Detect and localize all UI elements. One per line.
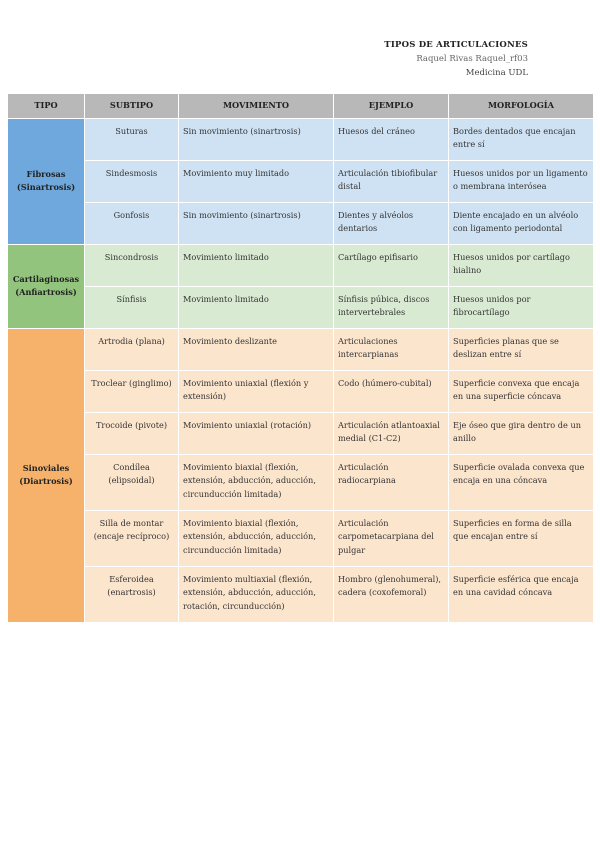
movimiento-cell: Movimiento uniaxial (rotación) — [179, 412, 334, 454]
column-header-tipo: TIPO — [8, 94, 85, 119]
movimiento-cell: Movimiento uniaxial (flexión y extensión) — [179, 370, 334, 412]
morfologia-cell: Superficies planas que se deslizan entre sí — [449, 328, 594, 370]
ejemplo-cell: Articulación atlantoaxial medial (C1-C2) — [334, 412, 449, 454]
ejemplo-cell: Articulaciones intercarpianas — [334, 328, 449, 370]
ejemplo-cell: Articulación carpometacarpiana del pulgar — [334, 510, 449, 566]
subtipo-cell: Troclear (ginglimo) — [85, 370, 179, 412]
table-row — [8, 510, 594, 566]
movimiento-cell: Movimiento multiaxial (flexión, extensión, abducción, aducción, rotación, circunducción) — [179, 566, 334, 622]
movimiento-cell: Movimiento biaxial (flexión, extensión, abducción, aducción, circunducción limitada) — [179, 454, 334, 510]
table-row — [8, 244, 594, 286]
document-author: Raquel Rivas Raquel_rf03 — [416, 54, 528, 64]
movimiento-cell: Sin movimiento (sinartrosis) — [179, 202, 334, 244]
ejemplo-cell: Huesos del cráneo — [334, 118, 449, 160]
subtipo-cell: Artrodia (plana) — [85, 328, 179, 370]
table-row — [8, 328, 594, 370]
tipo-cell-sinoviales — [8, 328, 85, 622]
subtipo-cell: Sincondrosis — [85, 244, 179, 286]
morfologia-cell: Bordes dentados que encajan entre sí — [449, 118, 594, 160]
ejemplo-cell: Hombro (glenohumeral), cadera (coxofemoral) — [334, 566, 449, 622]
tipo-label: Sinoviales — [22, 462, 70, 473]
tipo-sublabel: (Diartrosis) — [19, 476, 73, 486]
morfologia-cell: Huesos unidos por cartílago hialino — [449, 244, 594, 286]
subtipo-cell: Gonfosis — [85, 202, 179, 244]
morfologia-cell: Superficie ovalada convexa que encaja en una cóncava — [449, 454, 594, 510]
document-header — [384, 38, 528, 80]
movimiento-cell: Movimiento deslizante — [179, 328, 334, 370]
movimiento-cell: Movimiento limitado — [179, 286, 334, 328]
movimiento-cell: Movimiento biaxial (flexión, extensión, abducción, aducción, circunducción limitada) — [179, 510, 334, 566]
ejemplo-cell: Cartílago epifisario — [334, 244, 449, 286]
subtipo-cell: Trocoide (pivote) — [85, 412, 179, 454]
movimiento-cell: Sin movimiento (sinartrosis) — [179, 118, 334, 160]
document-institution: Medicina UDL — [465, 68, 528, 78]
morfologia-cell: Superficie esférica que encaja en una cavidad cóncava — [449, 566, 594, 622]
ejemplo-cell: Codo (húmero-cubital) — [334, 370, 449, 412]
movimiento-cell: Movimiento muy limitado — [179, 160, 334, 202]
table-row — [8, 202, 594, 244]
subtipo-cell: Condílea (elipsoidal) — [85, 454, 179, 510]
table-row — [8, 566, 594, 622]
movimiento-cell: Movimiento limitado — [179, 244, 334, 286]
morfologia-cell: Superficies en forma de silla que encajan entre sí — [449, 510, 594, 566]
table-row — [8, 454, 594, 510]
column-header-subtipo: SUBTIPO — [85, 94, 179, 119]
tipo-sublabel: (Sinartrosis) — [16, 182, 76, 192]
tipo-label: Cartilaginosas — [12, 273, 80, 284]
tipo-cell-cartilaginosas — [8, 244, 85, 328]
tipo-sublabel: (Anfiartrosis) — [15, 287, 77, 297]
morfologia-cell: Huesos unidos por un ligamento o membrana interósea — [449, 160, 594, 202]
subtipo-cell: Sindesmosis — [85, 160, 179, 202]
morfologia-cell: Superficie convexa que encaja en una superficie cóncava — [449, 370, 594, 412]
tipo-cell-fibrosas — [8, 118, 85, 244]
morfologia-cell: Eje óseo que gira dentro de un anillo — [449, 412, 594, 454]
subtipo-cell: Silla de montar (encaje recíproco) — [85, 510, 179, 566]
column-header-morfologia: MORFOLOGÍA — [449, 94, 594, 119]
table-row — [8, 286, 594, 328]
morfologia-cell: Huesos unidos por fibrocartílago — [449, 286, 594, 328]
ejemplo-cell: Dientes y alvéolos dentarios — [334, 202, 449, 244]
ejemplo-cell: Sínfisis púbica, discos intervertebrales — [334, 286, 449, 328]
table-row — [8, 160, 594, 202]
column-header-movimiento: MOVIMIENTO — [179, 94, 334, 119]
ejemplo-cell: Articulación tibiofibular distal — [334, 160, 449, 202]
table-row — [8, 370, 594, 412]
morfologia-cell: Diente encajado en un alvéolo con ligamento periodontal — [449, 202, 594, 244]
subtipo-cell: Suturas — [85, 118, 179, 160]
ejemplo-cell: Articulación radiocarpiana — [334, 454, 449, 510]
table-row — [8, 118, 594, 160]
table-header-row — [8, 94, 594, 119]
table-row — [8, 412, 594, 454]
tipo-label: Fibrosas — [26, 168, 66, 179]
document-title: TIPOS DE ARTICULACIONES — [384, 40, 528, 50]
subtipo-cell: Esferoidea (enartrosis) — [85, 566, 179, 622]
column-header-ejemplo: EJEMPLO — [334, 94, 449, 119]
joints-table — [7, 93, 594, 623]
subtipo-cell: Sínfisis — [85, 286, 179, 328]
